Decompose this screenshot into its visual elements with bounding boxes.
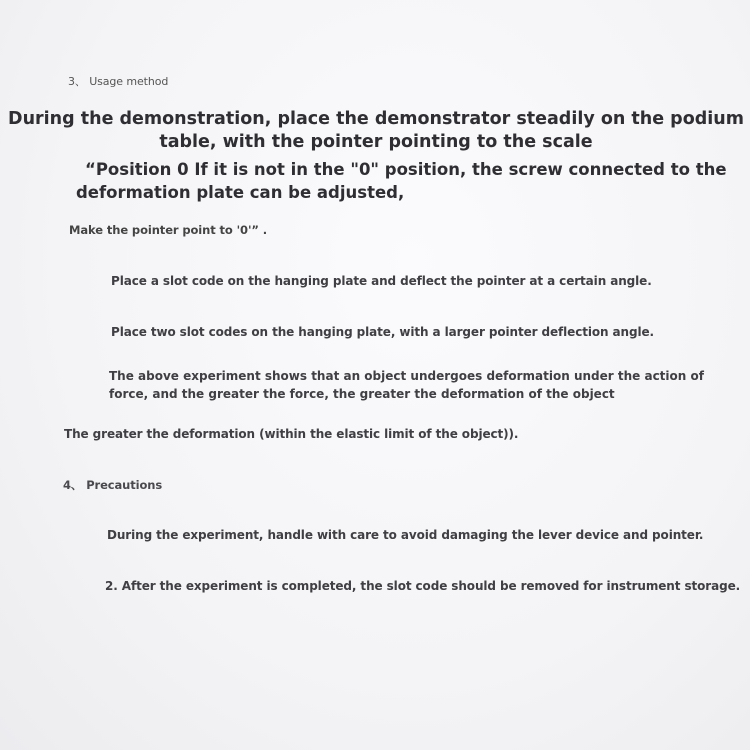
usage-method-heading: 3、 Usage method [68, 75, 169, 88]
step-one-slot-code: Place a slot code on the hanging plate and deflect the pointer at a certain angle. [111, 274, 652, 288]
handle-with-care-note: During the experiment, handle with care to avoid damaging the lever device and pointer. [107, 528, 704, 542]
demonstration-intro: During the demonstration, place the demonstrator steadily on the podium table, with the pointer pointing to the scale [8, 109, 744, 152]
elastic-limit-note: The greater the deformation (within the elastic limit of the object)). [64, 427, 519, 441]
make-pointer-zero-note: Make the pointer point to '0'” . [69, 223, 268, 237]
position-zero-note: “Position 0 If it is not in the "0" position, the screw connected to the deformation plate can be adjusted, [76, 160, 727, 202]
precautions-heading: 4、 Precautions [63, 478, 163, 492]
instrument-storage-note: 2. After the experiment is completed, the slot code should be removed for instrument storage. [105, 579, 741, 593]
step-two-slot-codes: Place two slot codes on the hanging plate, with a larger pointer deflection angle. [111, 325, 654, 339]
experiment-conclusion: The above experiment shows that an object undergoes deformation under the action of force, and the greater the force, the greater the deformation of the object [109, 369, 704, 401]
